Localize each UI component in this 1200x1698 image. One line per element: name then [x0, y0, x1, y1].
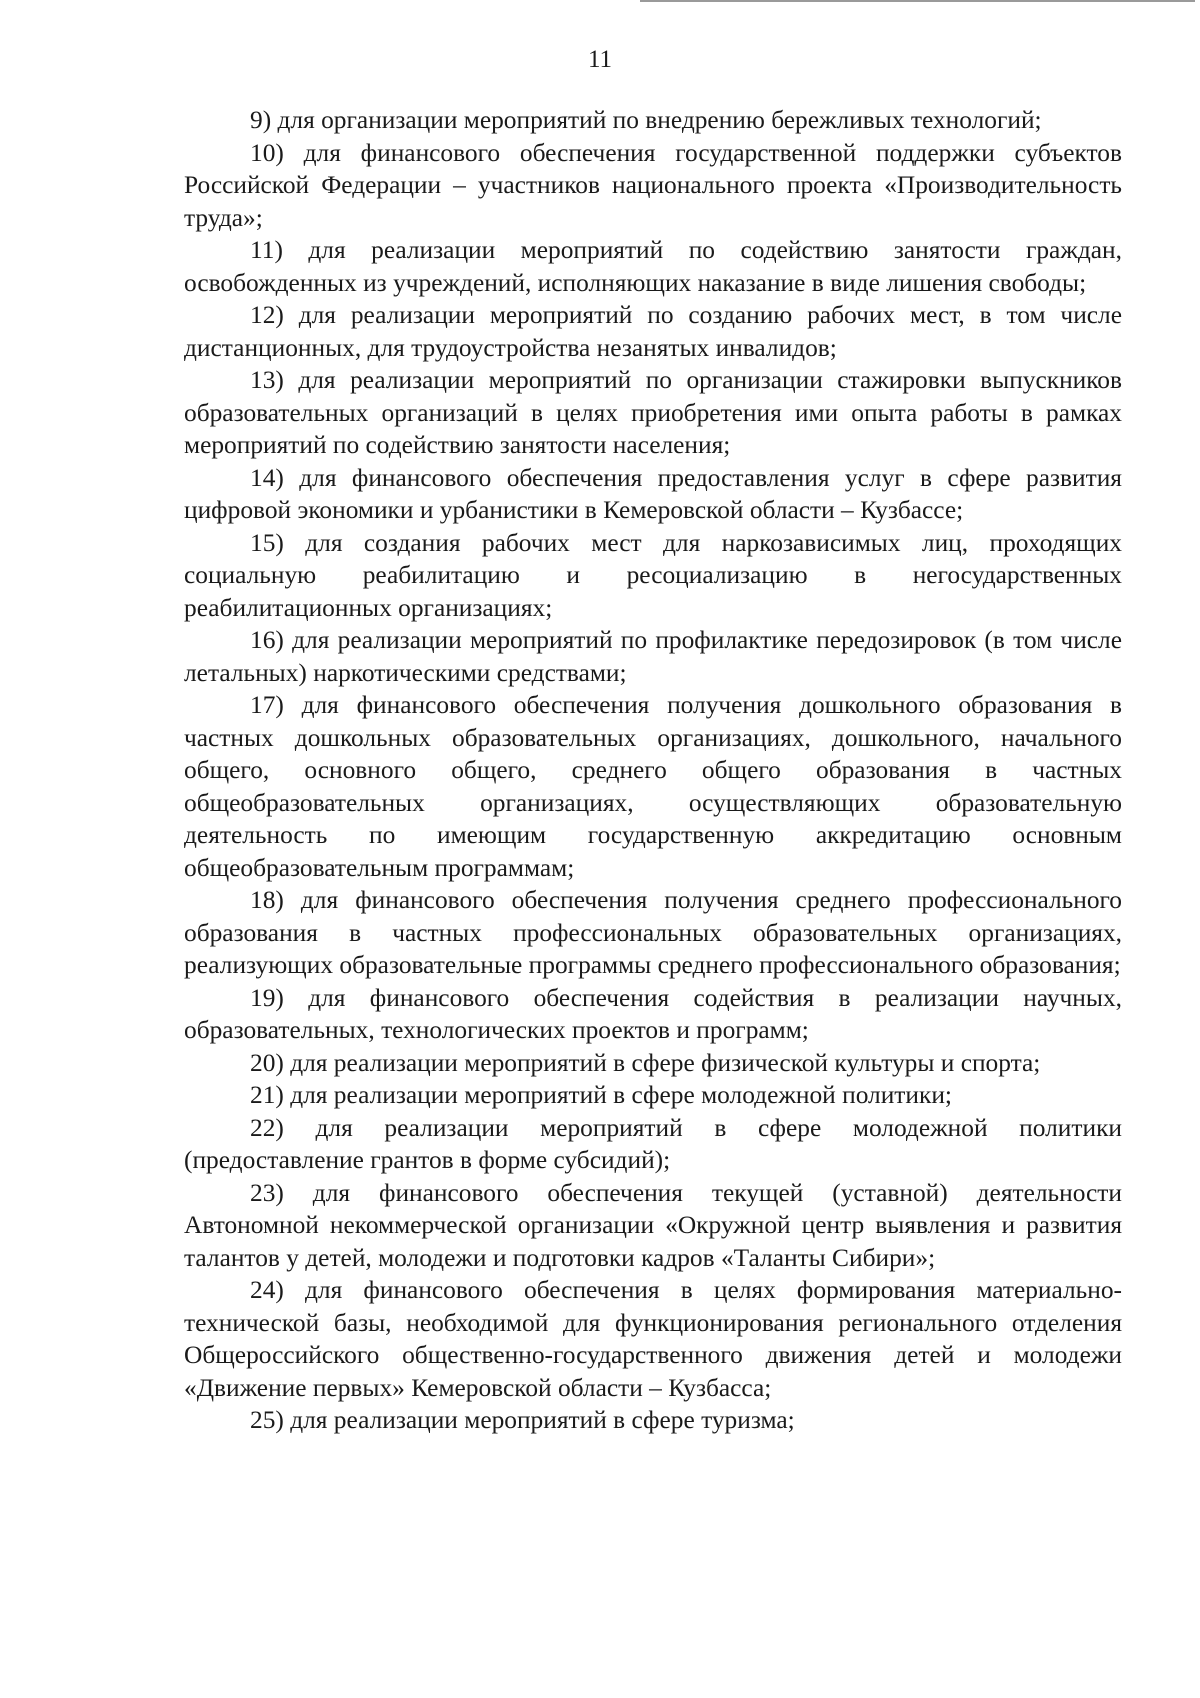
list-item: 20) для реализации мероприятий в сфере физической культуры и спорта; — [250, 1048, 1041, 1077]
document-body — [184, 104, 1122, 1437]
list-item: 24) для финансового обеспечения в целях формирования материально-технической базы, необходимой для функционирования регионального отделения Общероссийского общественно-государственного движения детей и молодежи «Движение первых» Кемеровской области – Кузбасса; — [184, 1276, 1122, 1402]
list-item: 10) для финансового обеспечения государственной поддержки субъектов Российской Федерации – участников национального проекта «Производительность труда»; — [184, 138, 1122, 232]
list-item: 22) для реализации мероприятий в сфере молодежной политики (предоставление грантов в форме субсидий); — [184, 1113, 1122, 1174]
list-item: 23) для финансового обеспечения текущей (уставной) деятельности Автономной некоммерческой организации «Окружной центр выявления и развития талантов у детей, молодежи и подготовки кадров «Таланты Сибири»; — [184, 1178, 1122, 1272]
list-item: 16) для реализации мероприятий по профилактике передозировок (в том числе летальных) наркотическими средствами; — [184, 626, 1122, 687]
list-item: 11) для реализации мероприятий по содействию занятости граждан, освобожденных из учреждений, исполняющих наказание в виде лишения свободы; — [184, 236, 1122, 297]
list-item: 18) для финансового обеспечения получения среднего профессионального образования в частных профессиональных образовательных организациях, реализующих образовательные программы среднего профессионального образования; — [184, 886, 1122, 979]
scan-edge-line — [640, 0, 1195, 2]
list-item: 19) для финансового обеспечения содействия в реализации научных, образовательных, технологических проектов и программ; — [184, 983, 1122, 1044]
list-item: 13) для реализации мероприятий по организации стажировки выпускников образовательных организаций в целях приобретения ими опыта работы в рамках мероприятий по содействию занятости населения; — [184, 366, 1122, 459]
list-item: 14) для финансового обеспечения предоставления услуг в сфере развития цифровой экономики и урбанистики в Кемеровской области – Кузбассе; — [184, 463, 1122, 524]
list-item: 25) для реализации мероприятий в сфере туризма; — [250, 1406, 795, 1434]
list-item: 15) для создания рабочих мест для наркозависимых лиц, проходящих социальную реабилитацию и ресоциализацию в негосударственных реабилитационных организациях; — [184, 528, 1122, 622]
list-item: 17) для финансового обеспечения получения дошкольного образования в частных дошкольных образовательных организациях, дошкольного, начального общего, основного общего, среднего общего образования в частных общеобразовательных организациях, осуществляющих образовательную деятельность по имеющим государственную аккредитацию основным общеобразовательным программам; — [184, 691, 1122, 882]
page-number: 11 — [587, 46, 613, 73]
list-item: 12) для реализации мероприятий по созданию рабочих мест, в том числе дистанционных, для трудоустройства незанятых инвалидов; — [184, 301, 1122, 362]
list-item: 21) для реализации мероприятий в сфере молодежной политики; — [250, 1081, 952, 1109]
list-item: 9) для организации мероприятий по внедрению бережливых технологий; — [250, 106, 1042, 134]
